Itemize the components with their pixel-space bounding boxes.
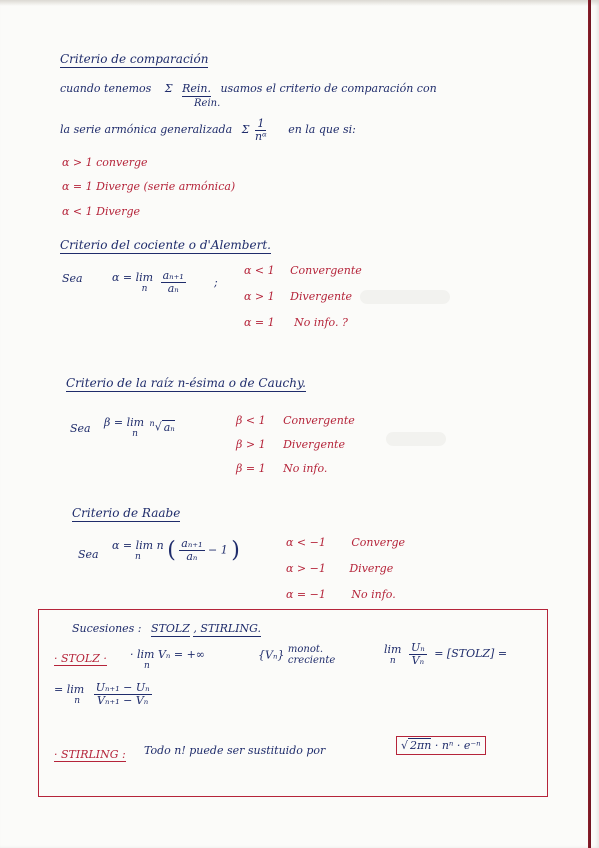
sucesiones-title-stolz: STOLZ [151,622,190,635]
stirling-rest: · nⁿ · e⁻ⁿ [434,739,481,752]
raiz-root-index: n [149,418,155,428]
cociente-title: Criterio del cociente o d'Alembert. [60,238,271,252]
raabe-case-3-result: No info. [351,588,396,601]
cociente-case-1 [244,264,362,277]
comparacion-line2d: en la que si: [288,123,356,137]
stirling-root: 2πn [410,739,432,752]
fraction-numerator: 1 [257,117,265,130]
cociente-case-3-result: No info. ? [294,316,348,329]
stirling-formula-box: √ 2πn · nⁿ · e⁻ⁿ [396,736,486,755]
sucesiones-title-stirling: , STIRLING. [193,622,262,635]
stolz-result-fraction [94,682,152,706]
cociente-case-1-cond: α < 1 [244,264,275,277]
stolz-eq: = [STOLZ] = [434,647,508,661]
comparacion-title: Criterio de comparación [60,52,209,66]
raabe-case-3-cond: α = −1 [286,588,326,601]
stolz-lim-sub: n [389,655,396,666]
page-edge [588,0,591,848]
comparacion-rein-1: Rein. [182,82,211,95]
sucesiones-title-a: Sucesiones : [72,622,142,635]
cociente-fraction [161,270,186,294]
raiz-case-2-cond: β > 1 [236,438,266,451]
stolz-result [54,682,152,706]
stolz-res-lhs: = lim [54,682,85,696]
stolz-frac-num: Uₙ [410,641,425,654]
paper-smudge-2 [360,290,450,304]
raabe-case-3 [286,588,396,601]
stolz-label: · STOLZ · [54,652,107,665]
cociente-frac-den: aₙ [167,281,179,295]
raiz-radicand: aₙ [163,420,175,434]
cociente-case-3 [244,316,348,329]
raiz-title: Criterio de la raíz n-ésima o de Cauchy. [66,376,306,390]
raiz-formula-sub: n [132,429,138,439]
stolz-condition [130,648,205,671]
raiz-case-3-cond: β = 1 [236,462,266,475]
raabe-formula-lhs: α = lim n [112,539,164,552]
cociente-formula [112,270,186,294]
raabe-case-1-result: Converge [351,536,406,549]
raabe-formula [112,538,240,563]
raabe-lparen: ( [167,538,176,563]
stolz-brace: {Vₙ} [258,648,285,662]
sucesiones-title [72,622,261,635]
cociente-case-2-result: Divergente [290,290,353,303]
stirling-text: Todo n! puede ser sustituido por [144,744,326,757]
comparacion-cond-3: α < 1 Diverge [62,205,141,218]
stolz-condition-text: · lim Vₙ = +∞ [130,648,205,661]
comparacion-line1 [60,82,437,95]
comparacion-line1a: cuando tenemos [60,82,152,95]
stolz-frac-den: Vₙ [411,653,425,667]
comparacion-rein-2: Rein. [194,98,221,109]
stolz-res-num: Uₙ₊₁ − Uₙ [95,681,150,694]
cociente-case-2-cond: α > 1 [244,290,275,303]
cociente-lead: Sea [62,272,83,285]
sigma-symbol: Σ [164,82,173,95]
raabe-lead: Sea [78,548,99,561]
raiz-case-2 [236,438,345,451]
cociente-formula-sub: n [141,283,148,294]
raabe-case-1-cond: α < −1 [286,536,326,549]
comparacion-cond-2: α = 1 Diverge (serie armónica) [62,180,236,193]
comparacion-line1d: usamos el criterio de comparación con [220,82,437,95]
stolz-mono-1: monot. [287,644,324,655]
cociente-frac-num: aₙ₊₁ [162,269,184,282]
stirling-label: · STIRLING : [54,748,126,761]
raabe-frac-num: aₙ₊₁ [181,537,203,551]
stolz-mono-2: creciente [287,655,336,666]
stolz-monotone [258,644,335,666]
raiz-case-3-result: No info. [283,462,328,475]
cociente-semicolon: ; [214,276,218,289]
raiz-formula-lhs: β = lim [104,416,145,429]
raabe-formula-sub: n [134,552,141,562]
cociente-case-3-cond: α = 1 [244,316,275,329]
raabe-case-2 [286,562,393,575]
cociente-case-1-result: Convergente [290,264,362,277]
raiz-case-1-cond: β < 1 [236,414,266,427]
stolz-condition-sub: n [144,661,150,671]
raiz-formula: β = lim n $^n$√ aₙ [104,416,175,439]
cociente-formula-lhs: α = lim [112,270,154,284]
sigma-symbol-2: Σ [241,123,250,137]
raabe-case-1 [286,536,405,549]
stolz-res-den: Vₙ₊₁ − Vₙ [97,693,149,707]
raabe-title: Criterio de Raabe [72,506,181,520]
raabe-rparen: ) [231,538,240,563]
raiz-case-3 [236,462,327,475]
raabe-frac-den: aₙ [186,550,198,563]
raiz-case-1-result: Convergente [283,414,355,427]
comparacion-line2a: la serie armónica generalizada [60,123,233,137]
comparacion-cond-1: α > 1 converge [62,156,148,169]
harmonic-fraction [253,118,269,142]
stolz-fraction [409,642,427,666]
stolz-lim: lim [384,642,402,656]
comparacion-line2 [60,118,356,142]
raiz-case-2-result: Divergente [283,438,345,451]
stolz-res-sub: n [74,695,80,706]
stolz-limit [384,642,507,666]
raabe-tail: − 1 [208,543,228,557]
raabe-case-2-cond: α > −1 [286,562,326,575]
cociente-case-2 [244,290,352,303]
raiz-lead: Sea [70,422,91,435]
raiz-case-1 [236,414,355,427]
paper-smudge [386,432,446,446]
raabe-case-2-result: Diverge [349,562,394,575]
fraction-denominator: nᵅ [254,129,267,143]
raabe-fraction [179,538,204,562]
